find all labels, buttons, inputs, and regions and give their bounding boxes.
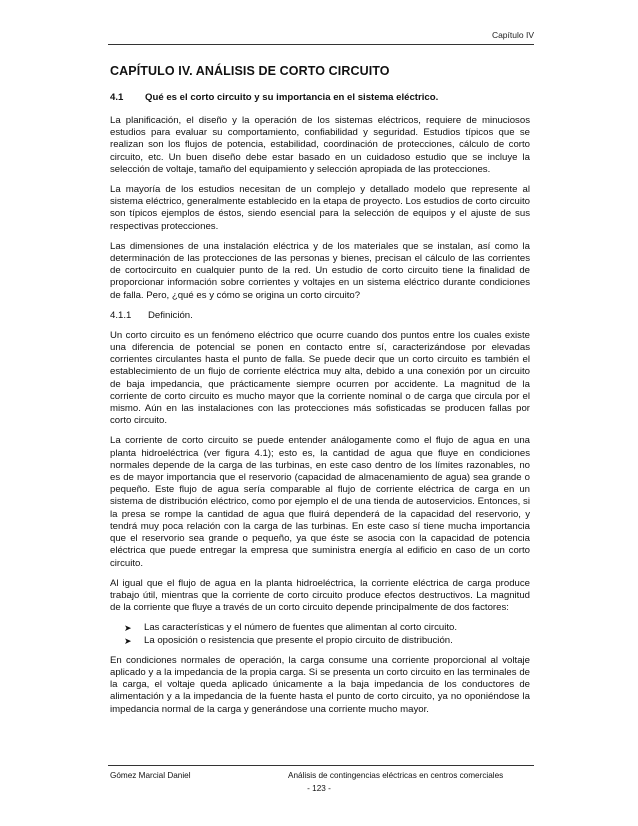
arrow-bullet-icon: ➤ [124,635,132,646]
subsection-number: 4.1.1 [110,309,132,321]
paragraph: Las dimensiones de una instalación eléctrica y de los materiales que se instalan, así como la determinación de las protecciones de las personas y bienes, precisan el cálculo de las corrientes de cortocircuito en cualquier punto de la red. Un estudio de corto circuito tiene la finalidad de proporcionar información sobre corrientes y voltajes en un sistema eléctrico durante condiciones de falla. Pero, ¿qué es y cómo se origina un corto circuito? [110,240,530,301]
section-number: 4.1 [110,92,124,103]
paragraph: La corriente de corto circuito se puede entender análogamente como el flujo de agua en una planta hidroeléctrica (ver figura 4.1); esto es, la cantidad de agua que fluye en condiciones normales depende de la carga de las turbinas, en este caso dentro de los límites razonables, no es de mayor importancia que el reservorio (capacidad de almacenamiento de agua) sea grande o pequeño. Este flujo de agua sería comparable al flujo de corriente eléctrica de carga en un sistema de distribución eléctrico, como por ejemplo el de una tienda de autoservicios. Entonces, si la presa se rompe la cantidad de agua que fluirá dependerá de la capacidad del reservorio, y tendrá muy poca relación con la carga de las turbinas. En este caso sí tiene mucha importancia que el reservorio sea grande o pequeño, ya que éste se asocia con la capacidad de potencia eléctrica que puede entregar la empresa que suministra energía al edificio en caso de un corto circuito. [110,435,530,569]
section-heading [110,92,530,103]
footer-document-title: Análisis de contingencias eléctricas en centros comerciales [288,771,504,780]
section-title: Qué es el corto circuito y su importancia en el sistema eléctrico. [145,92,439,103]
subsection-title: Definición. [148,309,193,321]
header-divider [108,44,534,45]
paragraph: Al igual que el flujo de agua en la planta hidroeléctrica, la corriente eléctrica de carga produce trabajo útil, mientras que la corriente de corto circuito produce efectos destructivos. La magnitud de la corriente que fluye a través de un corto circuito depende principalmente de dos factores: [110,577,530,614]
paragraph: Un corto circuito es un fenómeno eléctrico que ocurre cuando dos puntos entre los cuales existe una diferencia de potencial se ponen en contacto entre sí, caracterizándose por elevadas corrientes circulantes hasta el punto de falla. Se puede decir que un corto circuito es también el establecimiento de un flujo de corriente eléctrica muy alta, debido a una conexión por un circuito de baja impedancia, que prácticamente siempre ocurren por accidente. La magnitud de la corriente de corto circuito es mucho mayor que la corriente nominal o de carga que circula por el mismo. Aún en las instalaciones con las protecciones más sofisticadas se producen fallas por corto circuito. [110,329,530,427]
footer-divider [108,765,534,766]
page-number: - 123 - [307,784,331,793]
running-header: Capítulo IV [491,30,534,40]
paragraph: En condiciones normales de operación, la carga consume una corriente proporcional al voltaje aplicado y a la impedancia de la propia carga. Si se presenta un corto circuito en las terminales de la carga, el voltaje queda aplicado únicamente a la baja impedancia de los conductores de alimentación y a la impedancia de la fuente hasta el punto de corto circuito, ya no oponiéndose la impedancia normal de la carga y generándose una corriente mucho mayor. [110,654,530,715]
list-item-text: Las características y el número de fuentes que alimentan al corto circuito. [144,622,458,634]
paragraph: La planificación, el diseño y la operación de los sistemas eléctricos, requiere de minuciosos estudios para evaluar su comportamiento, confiabilidad y seguridad. Estudios típicos que se realizan son los flujos de potencia, estabilidad, coordinación de protecciones, cálculo de corto circuito, etc. Un buen diseño debe estar basado en un cuidadoso estudio que se incluye la selección de voltaje, tamaño del equipamiento y selección apropiada de las protecciones. [110,115,530,175]
page-body [110,64,530,724]
factor-list [110,622,530,646]
chapter-title: CAPÍTULO IV. ANÁLISIS DE CORTO CIRCUITO [110,64,390,78]
footer-author: Gómez Marcial Daniel [110,771,191,780]
list-item [124,635,530,647]
list-item [124,622,530,634]
arrow-bullet-icon: ➤ [124,623,132,634]
paragraph: La mayoría de los estudios necesitan de un complejo y detallado modelo que represente al sistema eléctrico, generalmente establecido en la etapa de proyecto. Los estudios de corto circuito son típicos ejemplos de éstos, siendo esencial para la selección de equipos y el ajuste de sus respectivas protecciones. [110,184,530,232]
list-item-text: La oposición o resistencia que presente el propio circuito de distribución. [144,634,453,646]
subsection-heading [110,310,530,321]
